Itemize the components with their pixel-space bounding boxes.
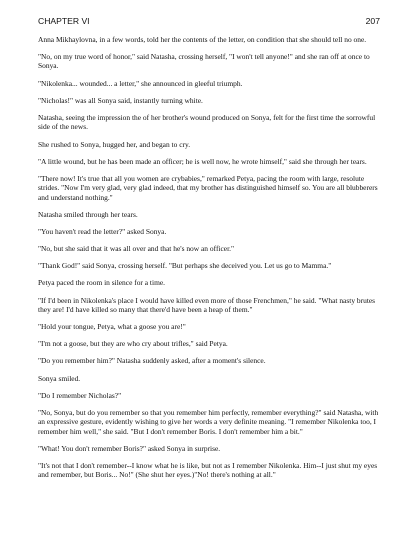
paragraph: "There now! It's true that all you women are crybabies," remarked Petya, pacing the room with large, resolute strides. "Now I'm very glad, very glad indeed, that my brother has distinguished himself so. You are all blubberers and understand nothing." bbox=[38, 173, 378, 202]
paragraph: "Do I remember Nicholas?" bbox=[38, 390, 122, 400]
paragraph: "What! You don't remember Boris?" asked Sonya in surprise. bbox=[38, 443, 221, 453]
paragraph: "You haven't read the letter?" asked Sonya. bbox=[38, 226, 167, 236]
chapter-title: CHAPTER VI bbox=[38, 16, 90, 26]
paragraph: Sonya smiled. bbox=[38, 373, 81, 383]
paragraph: "If I'd been in Nikolenka's place I would have killed even more of those Frenchmen," he said. "What nasty brutes they are! I'd have killed so many that there'd have been a heap of them." bbox=[38, 295, 376, 314]
paragraph: Anna Mikhaylovna, in a few words, told her the contents of the letter, on condition that she should tell no one. bbox=[38, 35, 367, 44]
paragraph: "No, on my true word of honor," said Natasha, crossing herself, "I won't tell anyone!" and she ran off at once to Sonya. bbox=[38, 52, 370, 71]
paragraph: She rushed to Sonya, hugged her, and began to cry. bbox=[38, 139, 191, 149]
paragraph: "Hold your tongue, Petya, what a goose you are!" bbox=[38, 322, 186, 332]
page-number: 207 bbox=[365, 16, 380, 26]
paragraph: "No, but she said that it was all over and that he's now an officer." bbox=[38, 244, 235, 254]
body-text bbox=[38, 35, 380, 480]
paragraph: "Do you remember him?" Natasha suddenly asked, after a moment's silence. bbox=[38, 356, 266, 366]
running-header bbox=[38, 16, 380, 26]
paragraph: "It's not that I don't remember--I know what he is like, but not as I remember Nikolenka. Him--I just shut my eyes and remember, but Boris... No!" (She shut her eyes.)"No! there's nothing at all." bbox=[38, 461, 378, 480]
paragraph: "Nicholas!" was all Sonya said, instantly turning white. bbox=[38, 95, 203, 105]
paragraph: "Thank God!" said Sonya, crossing herself. "But perhaps she deceived you. Let us go to Mamma." bbox=[38, 261, 332, 271]
paragraph: Natasha smiled through her tears. bbox=[38, 209, 138, 219]
paragraph: "I'm not a goose, but they are who cry about trifles," said Petya. bbox=[38, 339, 228, 349]
paragraph: "Nikolenka... wounded... a letter," she announced in gleeful triumph. bbox=[38, 78, 243, 88]
paragraph: Natasha, seeing the impression the of her brother's wound produced on Sonya, felt for the first time the sorrowful side of the news. bbox=[38, 113, 376, 132]
paragraph: Petya paced the room in silence for a time. bbox=[38, 278, 166, 288]
paragraph: "A little wound, but he has been made an officer; he is well now, he wrote himself," said she through her tears. bbox=[38, 156, 367, 166]
paragraph: "No, Sonya, but do you remember so that you remember him perfectly, remember everything?" said Natasha, with an expressive gesture, evidently wishing to give her words a very definite meaning. "I remember Nikolenka too, I remember him well," she said. "But I don't remember Boris. I don't remember him a bit." bbox=[38, 408, 379, 436]
